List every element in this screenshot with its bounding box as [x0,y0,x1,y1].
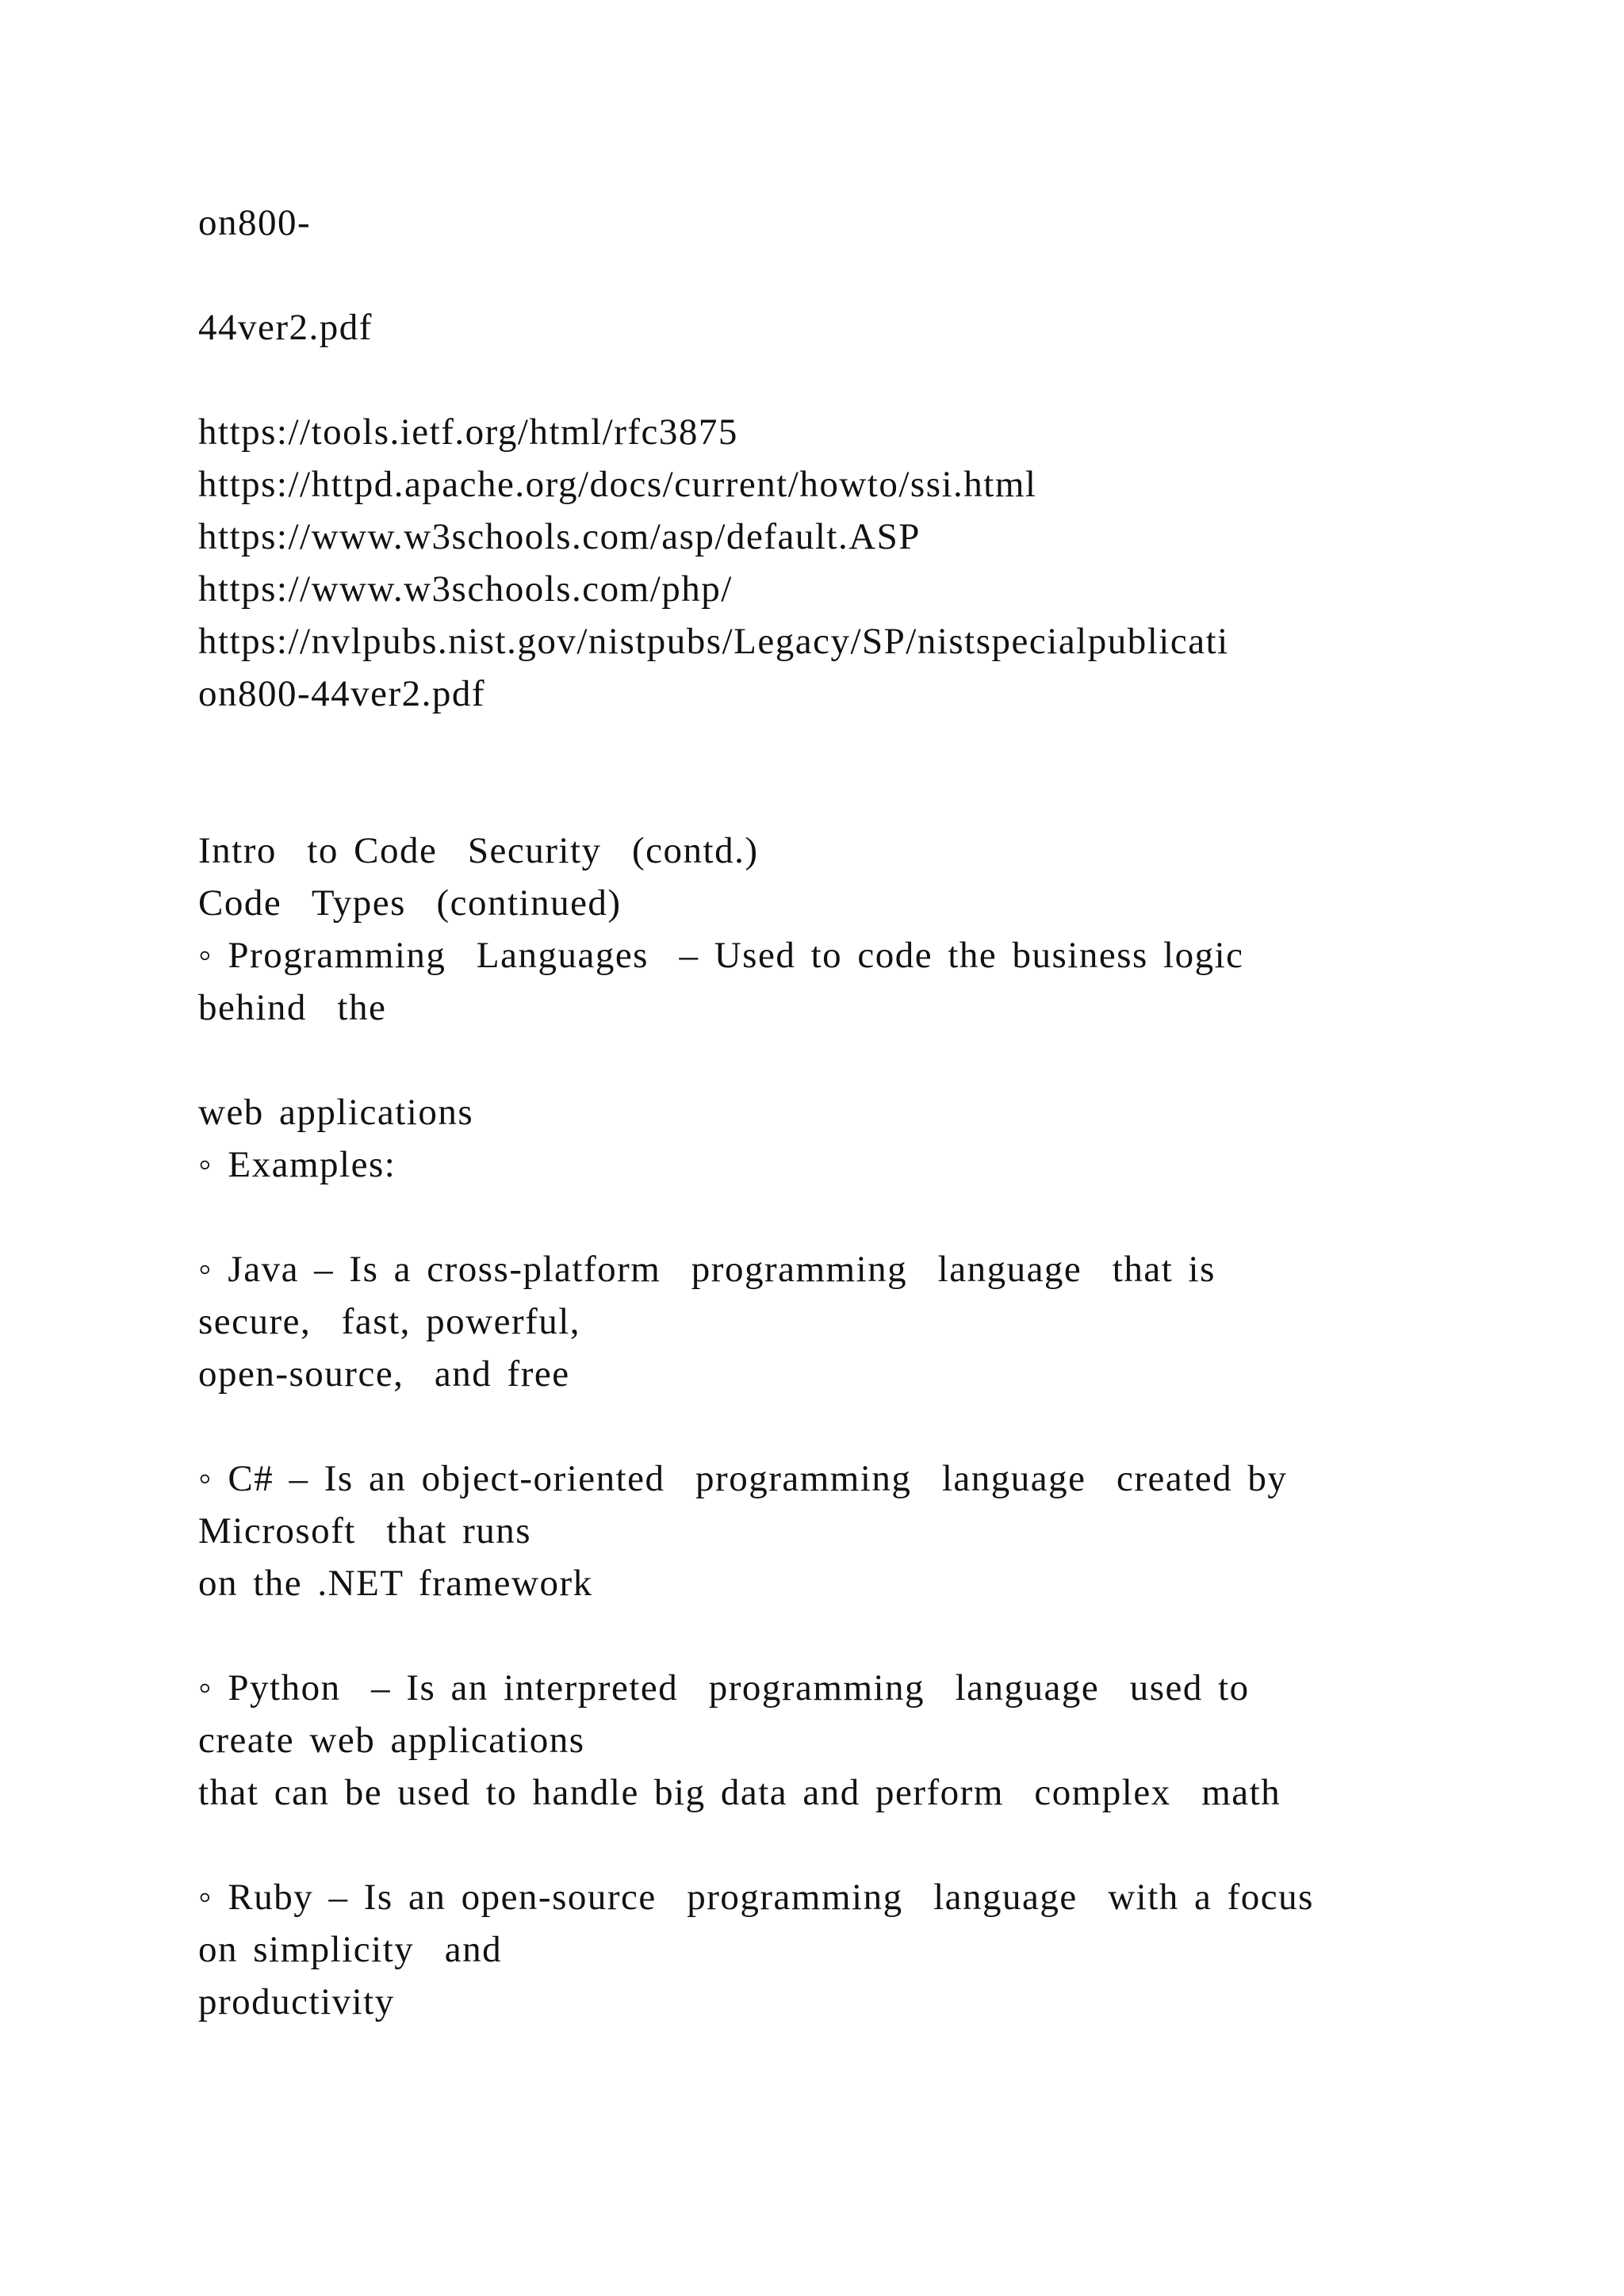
bullet-item: ◦ Examples: [198,1144,396,1185]
section-title: Intro to Code Security (contd.) [198,830,759,871]
text-line: on simplicity and [198,1929,503,1970]
url-line: https://tools.ietf.org/html/rfc3875 [198,411,738,453]
text-line: open-source, and free [198,1353,570,1395]
text-line: Microsoft that runs [198,1510,532,1552]
bullet-item: ◦ Programming Languages – Used to code the business logic [198,935,1244,976]
url-line: https://www.w3schools.com/asp/default.ASP [198,516,921,557]
bullet-item: ◦ Ruby – Is an open-source programming language with a focus [198,1877,1314,1918]
text-line: on800- [198,202,312,243]
url-line: https://httpd.apache.org/docs/current/howto/ssi.html [198,464,1037,505]
bullet-item: ◦ Java – Is a cross-platform programming language that is [198,1249,1216,1290]
text-line: 44ver2.pdf [198,307,373,348]
bullet-item: ◦ C# – Is an object-oriented programming language created by [198,1458,1288,1499]
section-subtitle: Code Types (continued) [198,882,622,924]
text-line: productivity [198,1981,395,2022]
text-line: that can be used to handle big data and perform complex math [198,1772,1281,1813]
text-line: secure, fast, powerful, [198,1301,581,1342]
url-line: https://nvlpubs.nist.gov/nistpubs/Legacy/SP/nistspecialpublicati [198,621,1229,662]
text-line: create web applications [198,1720,585,1761]
text-line: behind the [198,987,387,1028]
url-line: on800-44ver2.pdf [198,673,486,714]
text-line: web applications [198,1092,474,1133]
bullet-item: ◦ Python – Is an interpreted programming language used to [198,1667,1250,1709]
url-line: https://www.w3schools.com/php/ [198,568,733,610]
text-line: on the .NET framework [198,1563,593,1604]
